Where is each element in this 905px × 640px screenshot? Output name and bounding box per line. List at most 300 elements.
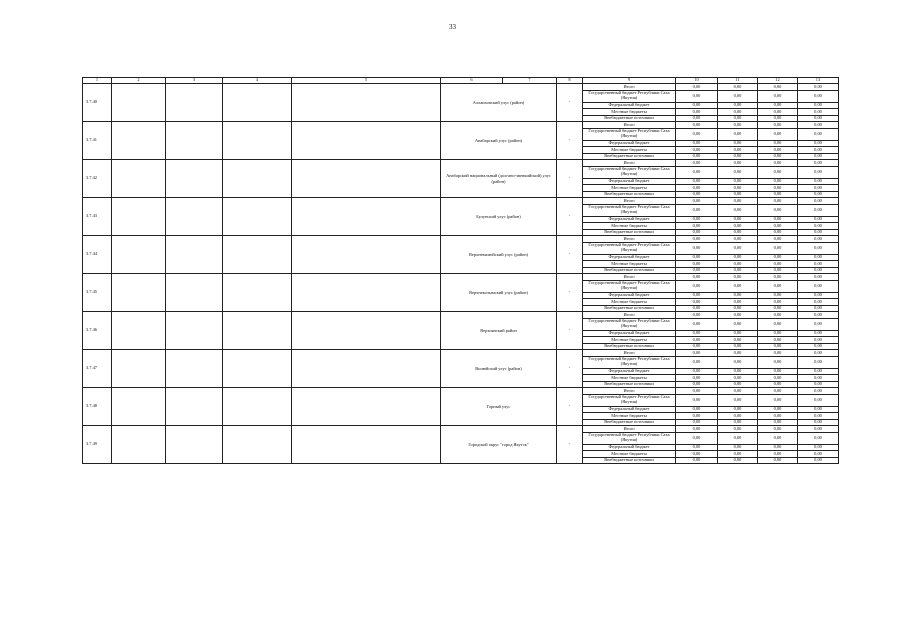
- value-cell: 0,00: [718, 90, 758, 102]
- dash-cell: -: [557, 388, 583, 426]
- empty-cell: [292, 122, 441, 160]
- value-cell: 0,00: [718, 102, 758, 109]
- value-cell: 0,00: [758, 305, 798, 312]
- funding-source: Государственный бюджет Республики Саха (Якутия): [583, 318, 676, 330]
- value-cell: 0,00: [676, 350, 718, 357]
- funding-source: Внебюджетные источники: [583, 153, 676, 160]
- value-cell: 0,00: [718, 198, 758, 205]
- value-cell: 0,00: [758, 242, 798, 254]
- empty-cell: [112, 274, 166, 312]
- value-cell: 0,00: [718, 204, 758, 216]
- value-cell: 0,00: [758, 216, 798, 223]
- funding-source: Государственный бюджет Республики Саха (Якутия): [583, 432, 676, 444]
- value-cell: 0,00: [798, 160, 839, 167]
- value-cell: 0,00: [718, 368, 758, 375]
- value-cell: 0,00: [718, 394, 758, 406]
- value-cell: 0,00: [676, 451, 718, 458]
- value-cell: 0,00: [718, 381, 758, 388]
- empty-cell: [112, 426, 166, 464]
- value-cell: 0,00: [676, 413, 718, 420]
- dash-cell: -: [557, 198, 583, 236]
- empty-cell: [166, 274, 223, 312]
- funding-source: Государственный бюджет Республики Саха (Якутия): [583, 394, 676, 406]
- funding-source: Местные бюджеты: [583, 261, 676, 268]
- funding-source: Федеральный бюджет: [583, 216, 676, 223]
- funding-source: Внебюджетные источники: [583, 229, 676, 236]
- empty-cell: [223, 84, 292, 122]
- value-cell: 0,00: [758, 388, 798, 395]
- value-cell: 0,00: [676, 381, 718, 388]
- value-cell: 0,00: [718, 419, 758, 426]
- value-cell: 0,00: [798, 185, 839, 192]
- funding-source: Внебюджетные источники: [583, 381, 676, 388]
- value-cell: 0,00: [676, 299, 718, 306]
- value-cell: 0,00: [676, 254, 718, 261]
- value-cell: 0,00: [718, 280, 758, 292]
- value-cell: 0,00: [718, 166, 758, 178]
- value-cell: 0,00: [758, 444, 798, 451]
- value-cell: 0,00: [718, 451, 758, 458]
- value-cell: 0,00: [718, 350, 758, 357]
- funding-source: Итого: [583, 388, 676, 395]
- header-cell: 9: [583, 78, 676, 84]
- value-cell: 0,00: [718, 299, 758, 306]
- value-cell: 0,00: [718, 236, 758, 243]
- header-cell: 12: [758, 78, 798, 84]
- value-cell: 0,00: [758, 147, 798, 154]
- value-cell: 0,00: [718, 223, 758, 230]
- value-cell: 0,00: [798, 312, 839, 319]
- value-cell: 0,00: [758, 122, 798, 129]
- value-cell: 0,00: [718, 305, 758, 312]
- value-cell: 0,00: [676, 128, 718, 140]
- funding-source: Внебюджетные источники: [583, 457, 676, 464]
- empty-cell: [166, 198, 223, 236]
- value-cell: 0,00: [758, 406, 798, 413]
- value-cell: 0,00: [798, 388, 839, 395]
- value-cell: 0,00: [758, 318, 798, 330]
- empty-cell: [223, 160, 292, 198]
- value-cell: 0,00: [758, 198, 798, 205]
- value-cell: 0,00: [798, 147, 839, 154]
- header-cell: 4: [223, 78, 292, 84]
- empty-cell: [223, 236, 292, 274]
- value-cell: 0,00: [758, 115, 798, 122]
- funding-source: Федеральный бюджет: [583, 254, 676, 261]
- value-cell: 0,00: [798, 330, 839, 337]
- value-cell: 0,00: [798, 292, 839, 299]
- value-cell: 0,00: [758, 90, 798, 102]
- value-cell: 0,00: [758, 140, 798, 147]
- funding-source: Федеральный бюджет: [583, 406, 676, 413]
- value-cell: 0,00: [718, 432, 758, 444]
- value-cell: 0,00: [676, 406, 718, 413]
- empty-cell: [292, 312, 441, 350]
- value-cell: 0,00: [798, 343, 839, 350]
- value-cell: 0,00: [718, 254, 758, 261]
- value-cell: 0,00: [798, 375, 839, 382]
- region-name: Городской округ "город Якутск": [441, 426, 557, 464]
- value-cell: 0,00: [718, 274, 758, 281]
- row-code: 3.7.47: [83, 350, 112, 388]
- dash-cell: -: [557, 350, 583, 388]
- value-cell: 0,00: [718, 318, 758, 330]
- funding-source: Местные бюджеты: [583, 299, 676, 306]
- value-cell: 0,00: [718, 343, 758, 350]
- funding-source: Федеральный бюджет: [583, 178, 676, 185]
- value-cell: 0,00: [758, 394, 798, 406]
- dash-cell: -: [557, 236, 583, 274]
- value-cell: 0,00: [676, 178, 718, 185]
- value-cell: 0,00: [676, 318, 718, 330]
- value-cell: 0,00: [758, 337, 798, 344]
- empty-cell: [166, 350, 223, 388]
- funding-source: Государственный бюджет Республики Саха (Якутия): [583, 280, 676, 292]
- empty-cell: [223, 122, 292, 160]
- value-cell: 0,00: [798, 394, 839, 406]
- value-cell: 0,00: [758, 166, 798, 178]
- value-cell: 0,00: [798, 261, 839, 268]
- value-cell: 0,00: [758, 413, 798, 420]
- empty-cell: [292, 350, 441, 388]
- value-cell: 0,00: [758, 261, 798, 268]
- funding-source: Местные бюджеты: [583, 147, 676, 154]
- value-cell: 0,00: [798, 318, 839, 330]
- value-cell: 0,00: [758, 457, 798, 464]
- budget-table: [82, 77, 839, 464]
- dash-cell: -: [557, 426, 583, 464]
- value-cell: 0,00: [758, 178, 798, 185]
- value-cell: 0,00: [718, 444, 758, 451]
- value-cell: 0,00: [798, 368, 839, 375]
- value-cell: 0,00: [676, 198, 718, 205]
- value-cell: 0,00: [798, 90, 839, 102]
- funding-source: Итого: [583, 160, 676, 167]
- funding-source: Федеральный бюджет: [583, 292, 676, 299]
- value-cell: 0,00: [798, 153, 839, 160]
- funding-source: Государственный бюджет Республики Саха (Якутия): [583, 166, 676, 178]
- value-cell: 0,00: [676, 229, 718, 236]
- value-cell: 0,00: [718, 178, 758, 185]
- value-cell: 0,00: [676, 261, 718, 268]
- value-cell: 0,00: [758, 375, 798, 382]
- row-code: 3.7.48: [83, 388, 112, 426]
- value-cell: 0,00: [676, 356, 718, 368]
- empty-cell: [112, 236, 166, 274]
- header-cell: 11: [718, 78, 758, 84]
- value-cell: 0,00: [758, 160, 798, 167]
- region-name: Булунский улус (район): [441, 198, 557, 236]
- value-cell: 0,00: [758, 432, 798, 444]
- value-cell: 0,00: [798, 267, 839, 274]
- value-cell: 0,00: [676, 305, 718, 312]
- funding-source: Внебюджетные источники: [583, 191, 676, 198]
- value-cell: 0,00: [758, 191, 798, 198]
- empty-cell: [223, 350, 292, 388]
- value-cell: 0,00: [758, 356, 798, 368]
- header-cell: 6: [441, 78, 503, 84]
- value-cell: 0,00: [676, 444, 718, 451]
- funding-source: Государственный бюджет Республики Саха (Якутия): [583, 356, 676, 368]
- funding-source: Итого: [583, 122, 676, 129]
- value-cell: 0,00: [718, 388, 758, 395]
- funding-source: Местные бюджеты: [583, 223, 676, 230]
- value-cell: 0,00: [718, 426, 758, 433]
- value-cell: 0,00: [718, 261, 758, 268]
- value-cell: 0,00: [676, 84, 718, 91]
- value-cell: 0,00: [676, 394, 718, 406]
- value-cell: 0,00: [798, 236, 839, 243]
- funding-source: Итого: [583, 350, 676, 357]
- empty-cell: [166, 122, 223, 160]
- funding-source: Федеральный бюджет: [583, 444, 676, 451]
- page-number: 33: [449, 23, 456, 31]
- value-cell: 0,00: [798, 229, 839, 236]
- funding-source: Федеральный бюджет: [583, 140, 676, 147]
- value-cell: 0,00: [676, 388, 718, 395]
- funding-source: Федеральный бюджет: [583, 368, 676, 375]
- value-cell: 0,00: [798, 102, 839, 109]
- funding-source: Федеральный бюджет: [583, 102, 676, 109]
- empty-cell: [112, 198, 166, 236]
- value-cell: 0,00: [718, 413, 758, 420]
- value-cell: 0,00: [798, 178, 839, 185]
- row-code: 3.7.44: [83, 236, 112, 274]
- header-cell: 13: [798, 78, 839, 84]
- funding-source: Итого: [583, 236, 676, 243]
- empty-cell: [223, 388, 292, 426]
- region-name: Анабарский улус (район): [441, 122, 557, 160]
- header-cell: 1: [83, 78, 112, 84]
- funding-source: Местные бюджеты: [583, 109, 676, 116]
- empty-cell: [223, 274, 292, 312]
- value-cell: 0,00: [676, 343, 718, 350]
- value-cell: 0,00: [676, 236, 718, 243]
- value-cell: 0,00: [798, 109, 839, 116]
- value-cell: 0,00: [718, 356, 758, 368]
- dash-cell: -: [557, 312, 583, 350]
- value-cell: 0,00: [798, 457, 839, 464]
- funding-source: Итого: [583, 426, 676, 433]
- value-cell: 0,00: [676, 204, 718, 216]
- value-cell: 0,00: [798, 198, 839, 205]
- value-cell: 0,00: [676, 115, 718, 122]
- value-cell: 0,00: [758, 109, 798, 116]
- value-cell: 0,00: [798, 426, 839, 433]
- value-cell: 0,00: [718, 242, 758, 254]
- value-cell: 0,00: [758, 236, 798, 243]
- value-cell: 0,00: [676, 426, 718, 433]
- empty-cell: [292, 236, 441, 274]
- value-cell: 0,00: [758, 280, 798, 292]
- region-name: Верхоянский район: [441, 312, 557, 350]
- value-cell: 0,00: [758, 153, 798, 160]
- value-cell: 0,00: [758, 299, 798, 306]
- value-cell: 0,00: [676, 242, 718, 254]
- row-code: 3.7.43: [83, 198, 112, 236]
- value-cell: 0,00: [758, 128, 798, 140]
- value-cell: 0,00: [798, 419, 839, 426]
- value-cell: 0,00: [798, 350, 839, 357]
- value-cell: 0,00: [676, 337, 718, 344]
- empty-cell: [166, 84, 223, 122]
- funding-source: Государственный бюджет Республики Саха (Якутия): [583, 128, 676, 140]
- value-cell: 0,00: [758, 267, 798, 274]
- value-cell: 0,00: [718, 122, 758, 129]
- funding-source: Внебюджетные источники: [583, 115, 676, 122]
- empty-cell: [112, 84, 166, 122]
- value-cell: 0,00: [676, 274, 718, 281]
- value-cell: 0,00: [758, 292, 798, 299]
- value-cell: 0,00: [676, 160, 718, 167]
- region-name: Вилюйский улус (район): [441, 350, 557, 388]
- funding-source: Итого: [583, 274, 676, 281]
- empty-cell: [166, 236, 223, 274]
- empty-cell: [292, 160, 441, 198]
- value-cell: 0,00: [758, 426, 798, 433]
- header-cell: 5: [292, 78, 441, 84]
- value-cell: 0,00: [676, 140, 718, 147]
- row-code: 3.7.42: [83, 160, 112, 198]
- empty-cell: [292, 388, 441, 426]
- value-cell: 0,00: [798, 432, 839, 444]
- value-cell: 0,00: [798, 305, 839, 312]
- row-code: 3.7.49: [83, 426, 112, 464]
- value-cell: 0,00: [676, 166, 718, 178]
- value-cell: 0,00: [676, 223, 718, 230]
- dash-cell: -: [557, 160, 583, 198]
- value-cell: 0,00: [718, 312, 758, 319]
- value-cell: 0,00: [758, 84, 798, 91]
- empty-cell: [292, 84, 441, 122]
- value-cell: 0,00: [676, 280, 718, 292]
- value-cell: 0,00: [718, 84, 758, 91]
- empty-cell: [223, 426, 292, 464]
- funding-source: Внебюджетные источники: [583, 343, 676, 350]
- value-cell: 0,00: [798, 254, 839, 261]
- region-name: Верхневилюйский улус (район): [441, 236, 557, 274]
- value-cell: 0,00: [758, 254, 798, 261]
- funding-source: Внебюджетные источники: [583, 305, 676, 312]
- value-cell: 0,00: [798, 216, 839, 223]
- value-cell: 0,00: [676, 109, 718, 116]
- value-cell: 0,00: [718, 109, 758, 116]
- funding-source: Местные бюджеты: [583, 185, 676, 192]
- funding-source: Государственный бюджет Республики Саха (Якутия): [583, 90, 676, 102]
- value-cell: 0,00: [798, 140, 839, 147]
- value-cell: 0,00: [758, 185, 798, 192]
- value-cell: 0,00: [676, 191, 718, 198]
- value-cell: 0,00: [718, 216, 758, 223]
- row-code: 3.7.45: [83, 274, 112, 312]
- value-cell: 0,00: [676, 147, 718, 154]
- row-code: 3.7.41: [83, 122, 112, 160]
- value-cell: 0,00: [676, 153, 718, 160]
- value-cell: 0,00: [676, 330, 718, 337]
- empty-cell: [166, 388, 223, 426]
- value-cell: 0,00: [718, 153, 758, 160]
- value-cell: 0,00: [798, 128, 839, 140]
- header-cell: 10: [676, 78, 718, 84]
- funding-source: Местные бюджеты: [583, 337, 676, 344]
- empty-cell: [166, 160, 223, 198]
- table-body: [83, 78, 839, 464]
- value-cell: 0,00: [676, 419, 718, 426]
- header-cell: 3: [166, 78, 223, 84]
- row-code: 3.7.46: [83, 312, 112, 350]
- value-cell: 0,00: [758, 229, 798, 236]
- funding-source: Государственный бюджет Республики Саха (Якутия): [583, 242, 676, 254]
- value-cell: 0,00: [798, 223, 839, 230]
- value-cell: 0,00: [718, 267, 758, 274]
- value-cell: 0,00: [798, 299, 839, 306]
- dash-cell: -: [557, 122, 583, 160]
- funding-source: Местные бюджеты: [583, 451, 676, 458]
- value-cell: 0,00: [798, 242, 839, 254]
- empty-cell: [112, 122, 166, 160]
- value-cell: 0,00: [798, 115, 839, 122]
- value-cell: 0,00: [758, 350, 798, 357]
- value-cell: 0,00: [758, 274, 798, 281]
- value-cell: 0,00: [758, 223, 798, 230]
- value-cell: 0,00: [718, 337, 758, 344]
- value-cell: 0,00: [718, 229, 758, 236]
- empty-cell: [112, 160, 166, 198]
- value-cell: 0,00: [758, 204, 798, 216]
- value-cell: 0,00: [758, 343, 798, 350]
- empty-cell: [292, 274, 441, 312]
- row-code: 3.7.40: [83, 84, 112, 122]
- empty-cell: [292, 426, 441, 464]
- dash-cell: -: [557, 274, 583, 312]
- value-cell: 0,00: [798, 444, 839, 451]
- value-cell: 0,00: [718, 375, 758, 382]
- funding-source: Местные бюджеты: [583, 375, 676, 382]
- value-cell: 0,00: [676, 312, 718, 319]
- region-name: Верхнеколымский улус (район): [441, 274, 557, 312]
- region-name: Анабарский национальный (долгано-эвенкийский) улус (район): [441, 160, 557, 198]
- value-cell: 0,00: [676, 185, 718, 192]
- value-cell: 0,00: [798, 413, 839, 420]
- funding-source: Федеральный бюджет: [583, 330, 676, 337]
- value-cell: 0,00: [758, 451, 798, 458]
- value-cell: 0,00: [718, 292, 758, 299]
- value-cell: 0,00: [798, 191, 839, 198]
- empty-cell: [112, 350, 166, 388]
- header-cell: 7: [503, 78, 557, 84]
- value-cell: 0,00: [676, 432, 718, 444]
- header-cell: 2: [112, 78, 166, 84]
- funding-source: Внебюджетные источники: [583, 267, 676, 274]
- value-cell: 0,00: [798, 337, 839, 344]
- funding-source: Государственный бюджет Республики Саха (Якутия): [583, 204, 676, 216]
- dash-cell: -: [557, 84, 583, 122]
- value-cell: 0,00: [798, 381, 839, 388]
- empty-cell: [112, 312, 166, 350]
- value-cell: 0,00: [718, 115, 758, 122]
- empty-cell: [223, 198, 292, 236]
- value-cell: 0,00: [718, 128, 758, 140]
- value-cell: 0,00: [676, 457, 718, 464]
- region-name: Аллаиховский улус (район): [441, 84, 557, 122]
- value-cell: 0,00: [758, 419, 798, 426]
- funding-source: Местные бюджеты: [583, 413, 676, 420]
- empty-cell: [112, 388, 166, 426]
- funding-source: Внебюджетные источники: [583, 419, 676, 426]
- value-cell: 0,00: [718, 147, 758, 154]
- empty-cell: [292, 198, 441, 236]
- value-cell: 0,00: [676, 216, 718, 223]
